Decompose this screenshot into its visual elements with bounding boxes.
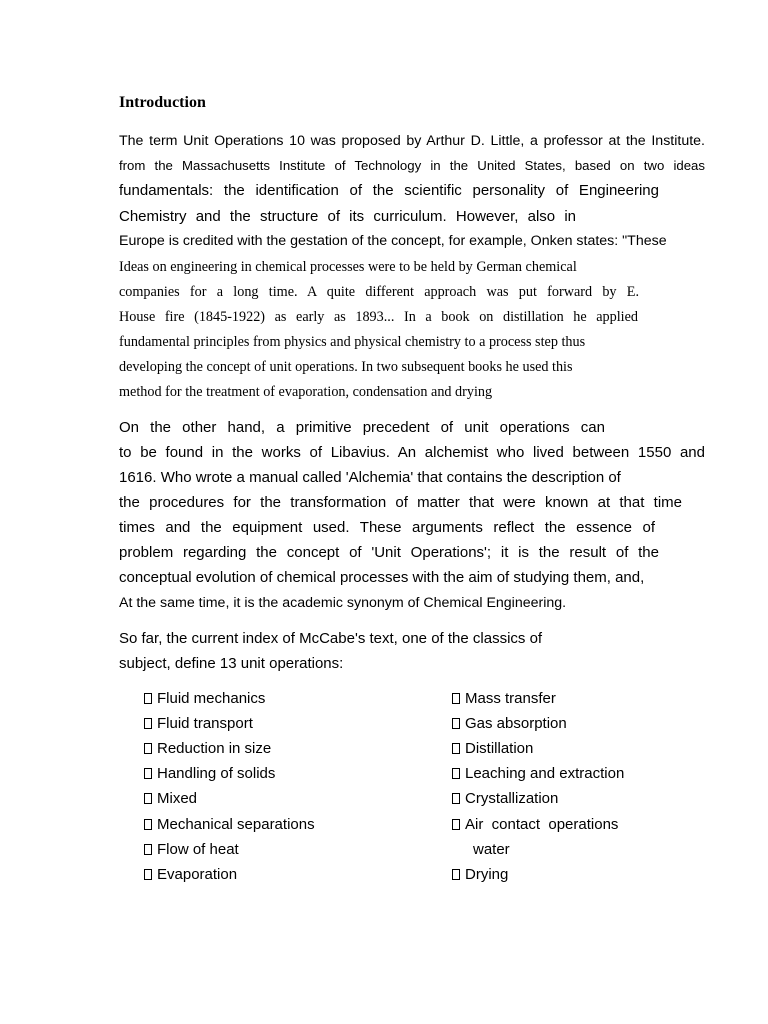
list-item: Evaporation [144,866,237,883]
paragraph-line: companies for a long time. A quite different approach was put forward by E. [119,284,639,300]
bullet-box-icon [144,793,152,804]
bullet-box-icon [452,743,460,754]
bullet-box-icon [144,869,152,880]
paragraph-line: subject, define 13 unit operations: [119,655,344,672]
paragraph-line: House fire (1845-1922) as early as 1893... In a book on distillation he applied [119,309,638,325]
list-item: Mass transfer [452,690,556,707]
list-item: Flow of heat [144,841,239,858]
bullet-box-icon [144,693,152,704]
paragraph-line: from the Massachusetts Institute of Technology in the United States, based on two ideas [119,158,705,173]
list-item: Fluid transport [144,715,253,732]
bullet-box-icon [144,819,152,830]
list-item: Mixed [144,790,197,807]
paragraph-line: conceptual evolution of chemical processes with the aim of studying them, and, [119,569,645,586]
paragraph-line: fundamental principles from physics and physical chemistry to a process step thus [119,334,586,350]
list-item: Fluid mechanics [144,690,265,707]
list-item: Handling of solids [144,765,275,782]
bullet-box-icon [452,693,460,704]
paragraph-line: On the other hand, a primitive precedent of unit operations can [119,419,605,436]
paragraph-line: Ideas on engineering in chemical processes were to be held by German chemical [119,259,577,275]
paragraph-line: the procedures for the transformation of matter that were known at that time [119,494,682,511]
bullet-box-icon [144,718,152,729]
bullet-box-icon [144,768,152,779]
list-item: Leaching and extraction [452,765,624,782]
paragraph-line: The term Unit Operations 10 was proposed by Arthur D. Little, a professor at the Institute. [119,133,705,149]
bullet-box-icon [144,743,152,754]
paragraph-line: times and the equipment used. These arguments reflect the essence of [119,519,655,536]
bullet-box-icon [452,869,460,880]
paragraph-line: Europe is credited with the gestation of the concept, for example, Onken states: "These [119,233,667,249]
bullet-box-icon [452,793,460,804]
bullet-box-icon [452,768,460,779]
list-item-continuation: water [473,841,510,858]
list-item: Crystallization [452,790,558,807]
paragraph-line: to be found in the works of Libavius. An alchemist who lived between 1550 and [119,444,705,461]
list-item: Reduction in size [144,740,271,757]
paragraph-line: problem regarding the concept of 'Unit Operations'; it is the result of the [119,544,659,561]
paragraph-line: At the same time, it is the academic synonym of Chemical Engineering. [119,595,567,611]
bullet-box-icon [144,844,152,855]
paragraph-line: developing the concept of unit operations. In two subsequent books he used this [119,359,573,375]
paragraph-line: Chemistry and the structure of its curriculum. However, also in [119,208,576,225]
bullet-box-icon [452,718,460,729]
list-item: Air contact operations [452,816,618,833]
paragraph-line: method for the treatment of evaporation, condensation and drying [119,384,493,400]
paragraph-line: So far, the current index of McCabe's text, one of the classics of [119,630,543,647]
list-item: Gas absorption [452,715,567,732]
section-heading: Introduction [119,94,206,111]
list-item: Mechanical separations [144,816,315,833]
paragraph-line: fundamentals: the identification of the scientific personality of Engineering [119,182,659,199]
bullet-box-icon [452,819,460,830]
list-item: Drying [452,866,508,883]
paragraph-line: 1616. Who wrote a manual called 'Alchemia' that contains the description of [119,469,621,486]
list-item: Distillation [452,740,533,757]
